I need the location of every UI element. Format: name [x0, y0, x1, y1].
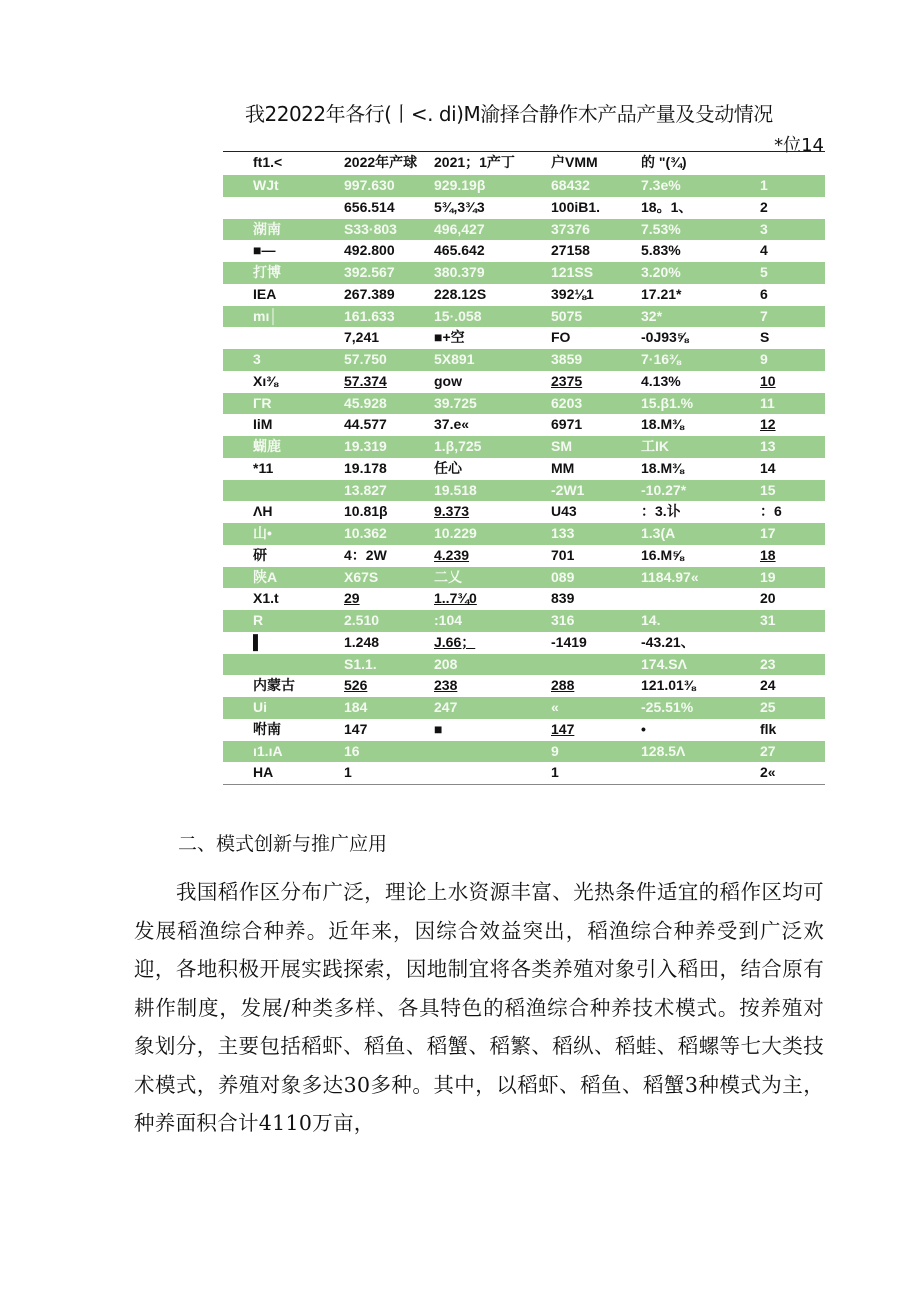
- table-row: [223, 501, 825, 523]
- table-cell: ■+空: [434, 329, 465, 346]
- table-cell: Ui: [253, 699, 267, 715]
- header-cell: 2022年产球: [344, 154, 418, 170]
- table-cell: 392.567: [344, 264, 395, 280]
- table-row: [223, 197, 825, 219]
- table-cell: 4.13%: [641, 372, 681, 389]
- table-row: [223, 414, 825, 436]
- table-cell: ΓR: [253, 394, 272, 411]
- table-body: [223, 175, 825, 784]
- table-cell: 37376: [551, 220, 590, 237]
- table-row: [223, 240, 825, 262]
- table-cell: SM: [551, 438, 572, 454]
- table-cell: 13: [760, 438, 776, 454]
- table-cell: 14: [760, 459, 776, 476]
- table-cell: 7: [760, 307, 768, 324]
- table-cell: S: [760, 329, 770, 346]
- table-cell: «: [551, 699, 559, 715]
- table-cell: 288: [551, 677, 575, 694]
- table-cell: 1..7¾0: [434, 590, 477, 607]
- table-title: 我22022年各行(丨<. di)M渝择合静作木产品产量及殳动情况: [245, 102, 773, 126]
- table-row: [223, 632, 825, 654]
- table-cell: -0J93⅝: [641, 329, 689, 346]
- table-cell: ：6: [760, 503, 782, 520]
- table-cell: 4: [760, 242, 768, 259]
- table-cell: FO: [551, 329, 571, 346]
- table-cell: 128.5Λ: [641, 742, 686, 759]
- table-cell: 316: [551, 612, 575, 628]
- table-cell: S33·803: [344, 220, 397, 237]
- table-row: [223, 284, 825, 306]
- table-cell: gow: [434, 372, 462, 389]
- table-cell: 1: [551, 764, 559, 781]
- table-cell: IEA: [253, 285, 277, 302]
- table-cell: 5075: [551, 307, 583, 324]
- table-row: [223, 393, 825, 415]
- table-cell: 9.373: [434, 503, 470, 520]
- table-cell: 247: [434, 699, 458, 715]
- table-cell: 19.178: [344, 459, 387, 476]
- table-cell: 2.510: [344, 612, 380, 628]
- table-cell: 839: [551, 590, 575, 607]
- table-cell: 18.M⅜: [641, 416, 684, 433]
- production-table: [223, 151, 825, 785]
- table-cell: 4：2W: [344, 546, 387, 563]
- table-cell: 打博: [253, 264, 281, 280]
- table-cell: 25: [760, 699, 776, 715]
- table-cell: R: [253, 612, 264, 628]
- table-cell: ：3.讣: [641, 503, 681, 520]
- table-cell: 147: [344, 720, 368, 737]
- table-cell: 57.750: [344, 351, 387, 367]
- table-cell: -10.27*: [641, 481, 687, 498]
- table-cell: :104: [434, 612, 463, 628]
- table-cell: 12: [760, 416, 776, 433]
- table-row: [223, 480, 825, 502]
- table-cell: 1.3(A: [641, 525, 676, 541]
- table-row: [223, 588, 825, 610]
- table-row: [223, 175, 825, 197]
- table-cell: 18.M⅜: [641, 459, 684, 476]
- table-cell: S1.1.: [344, 655, 377, 672]
- table-row: [223, 371, 825, 393]
- table-cell: 45.928: [344, 394, 387, 411]
- table-cell: 5: [760, 264, 768, 280]
- table-cell: 121SS: [551, 264, 594, 280]
- table-cell: ΛH: [253, 503, 273, 520]
- table-cell: 11: [760, 394, 775, 411]
- table-cell: 咐南: [253, 720, 281, 737]
- table-row: [223, 219, 825, 241]
- table-cell: 392⅛1: [551, 285, 594, 302]
- table-cell: 29: [344, 590, 360, 607]
- table-cell: 4.239: [434, 546, 470, 563]
- table-cell: 2«: [760, 764, 776, 781]
- table-cell: 267.389: [344, 285, 395, 302]
- table-cell: 研: [253, 546, 267, 563]
- table-row: [223, 741, 825, 763]
- table-cell: 57.374: [344, 372, 387, 389]
- table-cell: ■—: [253, 242, 276, 259]
- table-cell: 929.19β: [434, 177, 486, 193]
- table-header: [223, 152, 825, 175]
- table-cell: 32*: [641, 307, 663, 324]
- body-paragraph: 我国稻作区分布广泛，理论上水资源丰富、光热条件适宜的稻作区均可发展稻渔综合种养。近年来，因综合效益突出，稻渔综合种养受到广泛欢迎，各地积极开展实践探索，因地制宜将各类养殖对象引入稻田，结合原有耕作制度，发展/种类多样、各具特色的稻渔综合种养技术模式。按养殖对象划分，主要包括稻虾、稻鱼、稻蟹、稻繁、稻纵、稻蛙、稻螺等七大类技术模式，养殖对象多达30多种。其中，以稻虾、稻鱼、稻蟹3种模式为主，种养面积合计4110万亩，: [134, 880, 824, 1135]
- table-cell: mı│: [253, 307, 279, 324]
- table-cell: Xı⅜: [253, 372, 278, 389]
- table-cell: 7,241: [344, 329, 380, 346]
- table-cell: 24: [760, 677, 776, 694]
- table-cell: 7·16⅜: [641, 351, 681, 367]
- table-cell: 100iB1.: [551, 198, 601, 215]
- table-cell: 161.633: [344, 307, 395, 324]
- table-cell: 238: [434, 677, 458, 694]
- header-cell: 2021；1产丁: [434, 154, 515, 170]
- table-cell: 5X891: [434, 351, 475, 367]
- table-row: [223, 610, 825, 632]
- table-cell: 44.577: [344, 416, 387, 433]
- table-cell: 10.81β: [344, 503, 388, 520]
- table-cell: 湖南: [253, 220, 281, 237]
- table-cell: *11: [253, 459, 274, 476]
- table-cell: -2W1: [551, 481, 585, 498]
- table-cell: 492.800: [344, 242, 395, 259]
- table-cell: 16.M⅝: [641, 546, 684, 563]
- table-cell: 5¾,3¾3: [434, 198, 485, 215]
- table-cell: 1184.97«: [641, 568, 699, 585]
- table-cell: 2375: [551, 372, 583, 389]
- table-cell: 工IK: [641, 438, 669, 454]
- header-cell: 的 "(¾): [641, 154, 687, 170]
- table-row: [223, 654, 825, 676]
- table-cell: 10: [760, 372, 776, 389]
- table-cell: 7.3e%: [641, 177, 681, 193]
- table-cell: 内蒙古: [253, 677, 295, 694]
- table-cell: 17: [760, 525, 776, 541]
- table-cell: 23: [760, 655, 776, 672]
- table-cell: 18: [760, 546, 776, 563]
- table-cell: U43: [551, 503, 577, 520]
- table-row: [223, 567, 825, 589]
- table-cell: J.66；: [434, 633, 476, 650]
- table-cell: 9: [760, 351, 768, 367]
- table-cell: 2: [760, 198, 768, 215]
- table-cell: 526: [344, 677, 368, 694]
- table-cell: 27: [760, 742, 776, 759]
- header-cell: 户VMM: [551, 154, 598, 170]
- table-row: [223, 306, 825, 328]
- table-cell: 228.12S: [434, 285, 487, 302]
- table-cell: 208: [434, 655, 458, 672]
- table-cell: 3.20%: [641, 264, 681, 280]
- table-cell: 10.362: [344, 525, 387, 541]
- section-heading: 二、模式创新与推广应用: [178, 833, 388, 855]
- table-cell: 6: [760, 285, 768, 302]
- table-cell: 10.229: [434, 525, 477, 541]
- table-cell: X67S: [344, 568, 379, 585]
- table-cell: •: [641, 720, 646, 737]
- table-row: [223, 458, 825, 480]
- table-cell: 121.01⅜: [641, 677, 696, 694]
- table-cell: 19: [760, 568, 776, 585]
- table-cell: 1: [344, 764, 352, 781]
- table-row: [223, 545, 825, 567]
- table-cell: 13.827: [344, 481, 387, 498]
- table-cell: 9: [551, 742, 559, 759]
- table-cell: 147: [551, 720, 575, 737]
- table-cell: 6203: [551, 394, 583, 411]
- table-cell: 17.21*: [641, 285, 682, 302]
- table-cell: 16: [344, 742, 360, 759]
- table-cell: 任心: [434, 459, 462, 476]
- table-row: [223, 697, 825, 719]
- table-cell: 19.319: [344, 438, 387, 454]
- table-row: [223, 436, 825, 458]
- table-cell: HA: [253, 764, 274, 781]
- table-cell: ■: [434, 720, 443, 737]
- table-cell: 19.518: [434, 481, 477, 498]
- table-cell: -1419: [551, 633, 587, 650]
- table-cell: 3859: [551, 351, 583, 367]
- table-cell: flk: [760, 720, 777, 737]
- table-cell: 089: [551, 568, 575, 585]
- table-row: [223, 523, 825, 545]
- table-cell: 3: [760, 220, 768, 237]
- table-row: [223, 349, 825, 371]
- table-row: [223, 675, 825, 697]
- table-cell: WJt: [253, 177, 279, 193]
- table-cell: -25.51%: [641, 699, 694, 715]
- table-row: [223, 327, 825, 349]
- table-cell: 5.83%: [641, 242, 681, 259]
- table-cell: IiM: [253, 416, 273, 433]
- table-cell: 6971: [551, 416, 583, 433]
- table-cell: 465.642: [434, 242, 485, 259]
- table-cell: 31: [760, 612, 776, 628]
- table-cell: 184: [344, 699, 368, 715]
- unit-label: *位14: [774, 135, 824, 156]
- table-cell: MM: [551, 459, 575, 476]
- table-cell: 1: [760, 177, 768, 193]
- table-cell: 15.β1.%: [641, 394, 694, 411]
- table-cell: 15·.058: [434, 307, 482, 324]
- table-cell: 15: [760, 481, 776, 498]
- table-cell: 133: [551, 525, 575, 541]
- table-cell: ▌: [253, 633, 263, 650]
- table-cell: 997.630: [344, 177, 395, 193]
- table-row: [223, 762, 825, 784]
- table-cell: 蝴鹿: [253, 438, 281, 454]
- table-cell: 68432: [551, 177, 590, 193]
- table-cell: 二乂: [434, 568, 462, 585]
- table-cell: 14.: [641, 612, 661, 628]
- table-cell: 496,427: [434, 220, 485, 237]
- table-cell: ı1.ıA: [253, 742, 283, 759]
- table-cell: 山•: [253, 525, 272, 541]
- table-cell: X1.t: [253, 590, 279, 607]
- table-cell: 20: [760, 590, 776, 607]
- table-cell: 380.379: [434, 264, 485, 280]
- table-cell: 174.SΛ: [641, 655, 687, 672]
- table-cell: 陕A: [253, 568, 278, 585]
- table-cell: 39.725: [434, 394, 477, 411]
- table-cell: 3: [253, 351, 261, 367]
- table-cell: -43.21、: [641, 633, 695, 650]
- table-cell: 7.53%: [641, 220, 681, 237]
- table-cell: 18。1、: [641, 198, 693, 215]
- table-cell: 1.248: [344, 633, 380, 650]
- table-cell: 27158: [551, 242, 590, 259]
- table-row: [223, 719, 825, 741]
- header-cell: ft1.<: [253, 154, 283, 170]
- table-cell: 37.e«: [434, 416, 470, 433]
- table-row: [223, 262, 825, 284]
- table-cell: 656.514: [344, 198, 395, 215]
- table-cell: 1.β,725: [434, 438, 482, 454]
- table-cell: 701: [551, 546, 575, 563]
